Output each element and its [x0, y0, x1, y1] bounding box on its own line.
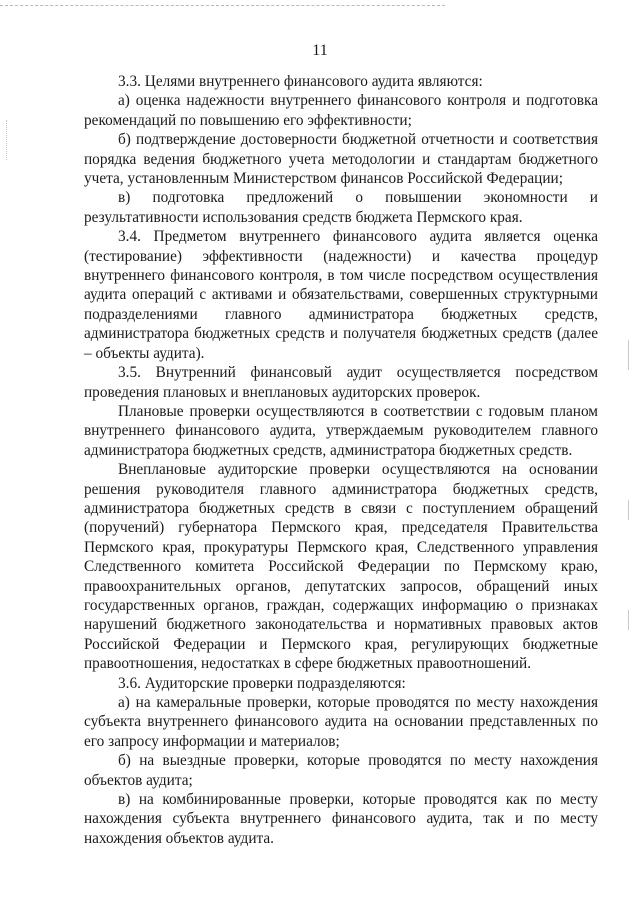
- page-number: 11: [312, 42, 328, 59]
- scan-artifact-left: [6, 120, 7, 160]
- paragraph-unplanned-checks: Внеплановые аудиторские проверки осуществляются на основании решения руководителя главного администратора бюджетных средств, администратора бюджетных средств в связи с поступлением обращений (поручений) губернатора Пермского края, председателя Правительства Пермского края, прокуратуры Пермского края, Следственного управления Следственного комитета Российской Федерации по Пермскому краю, правоохранительных органов, депутатских запросов, обращений иных государственных органов, граждан, содержащих информацию о признаках нарушений бюджетного законодательства и нормативных правовых актов Российской Федерации и Пермского края, регулирующих бюджетные правоотношения, недостатках в сфере бюджетных правоотношений.: [84, 461, 598, 673]
- document-body: [84, 72, 598, 848]
- paragraph-3-3-v: в) подготовка предложений о повышении экономности и результативности использования средств бюджета Пермского края.: [84, 189, 598, 226]
- paragraph-3-3-b: б) подтверждение достоверности бюджетной отчетности и соответствия порядка ведения бюджетного учета методологии и стандартам бюджетного учета, установленным Министерством финансов Российской Федерации;: [84, 131, 598, 188]
- paragraph-3-4: 3.4. Предметом внутреннего финансового аудита является оценка (тестирование) эффективности (надежности) и качества процедур внутреннего финансового контроля, в том числе посредством осуществления аудита операций с активами и обязательствами, совершенных структурными подразделениями главного администратора бюджетных средств, администратора бюджетных средств и получателя бюджетных средств (далее – объекты аудита).: [84, 228, 598, 362]
- paragraph-3-3: 3.3. Целями внутреннего финансового аудита являются:: [118, 73, 483, 90]
- paragraph-planned-checks: Плановые проверки осуществляются в соответствии с годовым планом внутреннего финансового аудита, утверждаемым руководителем главного администратора бюджетных средств, администратора бюджетных средств.: [84, 402, 598, 459]
- paragraph-3-3-a: а) оценка надежности внутреннего финансового контроля и подготовка рекомендаций по повышению его эффективности;: [84, 92, 598, 129]
- scan-artifact-top: [0, 5, 445, 6]
- paragraph-3-5: 3.5. Внутренний финансовый аудит осуществляется посредством проведения плановых и внеплановых аудиторских проверок.: [84, 364, 598, 401]
- scan-artifact-right: [628, 500, 629, 520]
- paragraph-3-6-b: б) на выездные проверки, которые проводятся по месту нахождения объектов аудита;: [84, 752, 598, 789]
- paragraph-3-6-a: а) на камеральные проверки, которые проводятся по месту нахождения субъекта внутреннего финансового аудита на основании представленных по его запросу информации и материалов;: [84, 694, 598, 750]
- scan-artifact-right: [628, 340, 629, 370]
- scan-artifact-right: [628, 610, 629, 630]
- paragraph-3-6-v: в) на комбинированные проверки, которые проводятся как по месту нахождения субъекта внутреннего финансового аудита, так и по месту нахождения объектов аудита.: [84, 791, 598, 847]
- paragraph-3-6: 3.6. Аудиторские проверки подразделяются:: [118, 674, 406, 692]
